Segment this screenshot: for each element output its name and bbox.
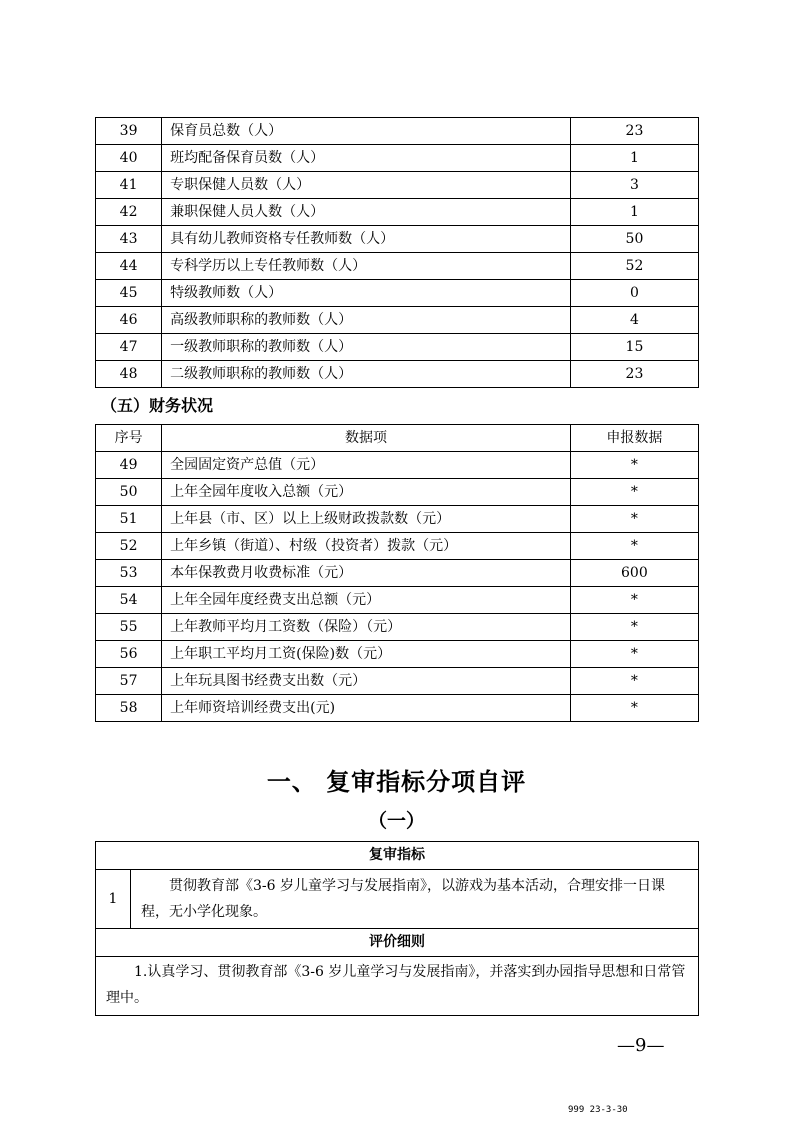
table-row: [96, 587, 699, 614]
table-row: [96, 668, 699, 695]
row-value: 52: [570, 253, 698, 280]
row-number: 57: [96, 668, 162, 695]
page-number: —9—: [617, 1035, 665, 1056]
row-value: 600: [570, 560, 698, 587]
row-value: 15: [570, 334, 698, 361]
row-item: 二级教师职称的教师数（人）: [162, 361, 571, 388]
table-row: [96, 172, 699, 199]
table-row: [96, 560, 699, 587]
row-number: 58: [96, 695, 162, 722]
indicator-row: [96, 870, 698, 929]
table-row: [96, 506, 699, 533]
chapter-subtitle: （一）: [367, 810, 425, 832]
row-number: 39: [96, 118, 162, 145]
row-item: 兼职保健人员人数（人）: [162, 199, 571, 226]
row-item: 上年乡镇（街道）、村级（投资者）拨款（元）: [162, 533, 571, 560]
review-indicator-box: [95, 841, 699, 1016]
row-value: *: [570, 668, 698, 695]
row-value: *: [570, 452, 698, 479]
row-number: 50: [96, 479, 162, 506]
row-item: 上年全园年度经费支出总额（元）: [162, 587, 571, 614]
row-item: 本年保教费月收费标准（元）: [162, 560, 571, 587]
detail-text: 1.认真学习、贯彻教育部《3-6 岁儿童学习与发展指南》，并落实到办园指导思想和日常管理中。: [106, 964, 686, 1006]
row-number: 42: [96, 199, 162, 226]
row-value: *: [570, 479, 698, 506]
row-value: *: [570, 506, 698, 533]
row-number: 41: [96, 172, 162, 199]
row-number: 46: [96, 307, 162, 334]
table-row: [96, 307, 699, 334]
row-item: 全园固定资产总值（元）: [162, 452, 571, 479]
row-item: 特级教师数（人）: [162, 280, 571, 307]
indicator-number: 1: [96, 870, 131, 928]
row-number: 54: [96, 587, 162, 614]
row-value: *: [570, 614, 698, 641]
header-value: 申报数据: [570, 425, 698, 452]
staff-data-table: [95, 117, 699, 388]
indicator-header: 复审指标: [96, 842, 698, 870]
detail-header: 评价细则: [96, 929, 698, 957]
table-row: [96, 253, 699, 280]
row-number: 44: [96, 253, 162, 280]
row-item: 上年县（市、区）以上上级财政拨款数（元）: [162, 506, 571, 533]
table-row: [96, 361, 699, 388]
chapter-title: 一、 复审指标分项自评: [266, 768, 527, 796]
row-item: 具有幼儿教师资格专任教师数（人）: [162, 226, 571, 253]
row-item: 上年师资培训经费支出(元): [162, 695, 571, 722]
row-value: *: [570, 695, 698, 722]
row-item: 上年职工平均月工资(保险)数（元）: [162, 641, 571, 668]
table-row: [96, 145, 699, 172]
row-number: 43: [96, 226, 162, 253]
row-item: 高级教师职称的教师数（人）: [162, 307, 571, 334]
row-item: 上年玩具图书经费支出数（元）: [162, 668, 571, 695]
row-number: 48: [96, 361, 162, 388]
table-row: [96, 614, 699, 641]
table-row: [96, 199, 699, 226]
section-title-finance: （五）财务状况: [101, 396, 214, 415]
row-number: 56: [96, 641, 162, 668]
row-number: 49: [96, 452, 162, 479]
row-item: 保育员总数（人）: [162, 118, 571, 145]
finance-data-table: [95, 424, 699, 722]
row-value: 23: [570, 361, 698, 388]
row-value: *: [570, 533, 698, 560]
header-item: 数据项: [162, 425, 571, 452]
row-item: 上年全园年度收入总额（元）: [162, 479, 571, 506]
indicator-text: 贯彻教育部《3-6 岁儿童学习与发展指南》，以游戏为基本活动，合理安排一日课程，无小学化现象。: [141, 878, 665, 920]
table-header-row: [96, 425, 699, 452]
row-value: 1: [570, 199, 698, 226]
table-row: [96, 641, 699, 668]
table-row: [96, 118, 699, 145]
row-number: 47: [96, 334, 162, 361]
row-item: 专科学历以上专任教师数（人）: [162, 253, 571, 280]
table-row: [96, 280, 699, 307]
row-number: 52: [96, 533, 162, 560]
row-value: 23: [570, 118, 698, 145]
table-row: [96, 695, 699, 722]
table-row: [96, 334, 699, 361]
row-number: 45: [96, 280, 162, 307]
row-number: 55: [96, 614, 162, 641]
footer-stamp: 999 23-3-30: [568, 1105, 628, 1115]
row-value: *: [570, 641, 698, 668]
row-value: 3: [570, 172, 698, 199]
row-number: 53: [96, 560, 162, 587]
table-row: [96, 226, 699, 253]
table-row: [96, 533, 699, 560]
row-number: 40: [96, 145, 162, 172]
table-row: [96, 452, 699, 479]
row-value: 50: [570, 226, 698, 253]
row-value: 1: [570, 145, 698, 172]
row-value: *: [570, 587, 698, 614]
row-value: 0: [570, 280, 698, 307]
row-item: 专职保健人员数（人）: [162, 172, 571, 199]
row-item: 上年教师平均月工资数（保险）（元）: [162, 614, 571, 641]
row-number: 51: [96, 506, 162, 533]
row-value: 4: [570, 307, 698, 334]
header-no: 序号: [96, 425, 162, 452]
row-item: 一级教师职称的教师数（人）: [162, 334, 571, 361]
row-item: 班均配备保育员数（人）: [162, 145, 571, 172]
table-row: [96, 479, 699, 506]
